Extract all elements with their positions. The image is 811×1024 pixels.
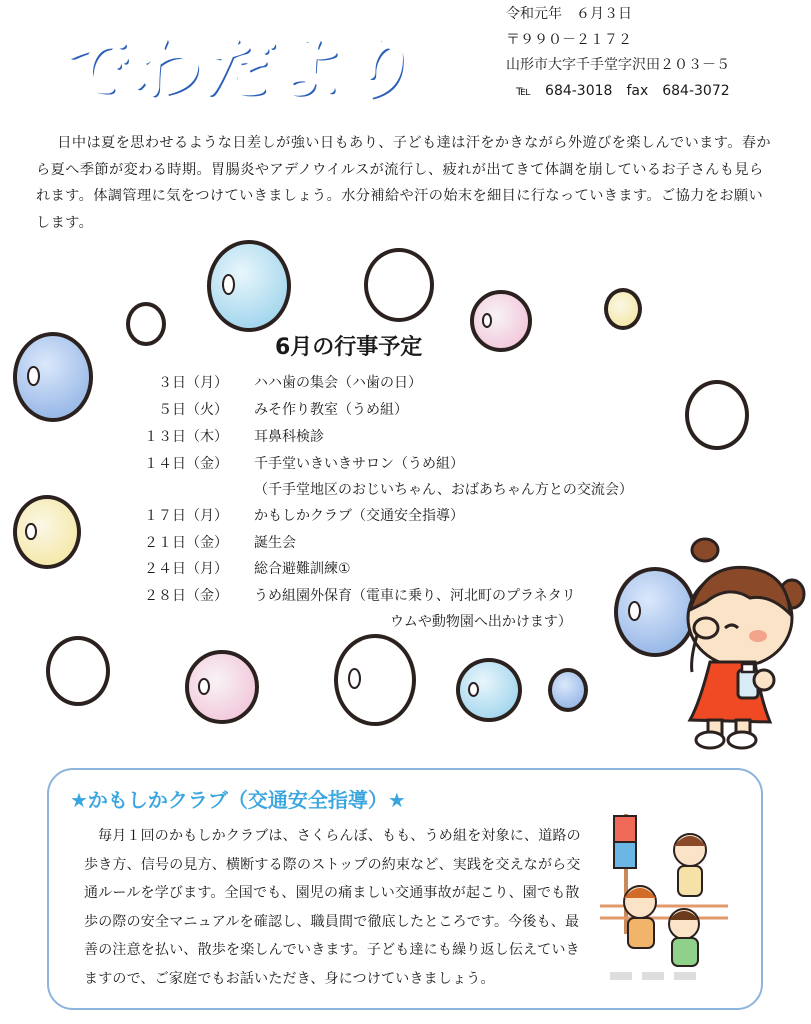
bubble-decoration	[46, 636, 110, 706]
schedule-event: みそ作り教室（うめ組）	[254, 402, 408, 418]
bubble-decoration	[334, 634, 416, 726]
schedule-row	[0, 530, 811, 556]
newsletter-title: でわだより	[55, 25, 424, 107]
street-address: 山形市大字千手堂字沢田２０３－５	[506, 57, 730, 73]
schedule-row	[0, 477, 811, 503]
schedule-event-continued: ウムや動物園へ出かけます）	[390, 614, 572, 630]
schedule-date: １４日（金）	[144, 456, 228, 472]
bubble-decoration	[456, 658, 522, 722]
schedule-row	[0, 370, 811, 396]
schedule-row	[0, 503, 811, 529]
club-paragraph: 毎月１回のかもしかクラブは、さくらんぼ、もも、うめ組を対象に、道路の歩き方、信号の見方、横断する際のストップの約束など、実践を交えながら交通ルールを学びます。全国でも、園児の痛ましい交通事故が起こり、園でも散歩の際の安全マニュアルを確認し、職員間で徹底したところです。今後も、最善の注意を払い、散歩を楽しんでいきます。子ども達にも繰り返し伝えていきますので、ご家庭でもお話いただき、身につけていきましょう。	[84, 828, 581, 987]
schedule-date: ２４日（月）	[144, 561, 228, 577]
bubble-decoration	[548, 668, 588, 712]
children-crossing-illustration	[600, 810, 728, 992]
bubble-decoration	[364, 248, 434, 322]
schedule-date: １３日（木）	[144, 429, 228, 445]
bubble-decoration	[470, 290, 532, 352]
schedule-date: ２１日（金）	[144, 535, 228, 551]
issue-date: 令和元年 ６月３日	[506, 6, 632, 22]
schedule-row	[0, 609, 811, 635]
intro-paragraph: 日中は夏を思わせるような日差しが強い日もあり、子ども達は汗をかきながら外遊びを楽しんでいます。春から夏へ季節が変わる時期。胃腸炎やアデノウイルスが流行し、疲れが出てきて体調を崩しているお子さんも見られます。体調管理に気をつけていきましょう。水分補給や汗の始末を細目に行なっていきます。ご協力をお願いします。	[36, 135, 771, 231]
bubble-decoration	[126, 302, 166, 346]
schedule-row	[0, 424, 811, 450]
schedule-date: ２８日（金）	[144, 588, 228, 604]
bubble-decoration	[604, 288, 642, 330]
schedule-event: うめ組園外保育（電車に乗り、河北町のプラネタリ	[254, 588, 576, 604]
schedule-title: 6月の行事予定	[275, 335, 423, 360]
schedule-row	[0, 397, 811, 423]
schedule-event-note: （千手堂地区のおじいちゃん、おばあちゃん方との交流会）	[254, 482, 633, 498]
schedule-date: １７日（月）	[144, 508, 228, 524]
bubble-decoration	[185, 650, 259, 724]
schedule-event: 誕生会	[254, 535, 296, 551]
club-title: ★かもしかクラブ（交通安全指導）★	[70, 788, 406, 812]
schedule-event: 耳鼻科検診	[254, 429, 324, 445]
schedule-row	[0, 451, 811, 477]
address-block	[506, 2, 730, 104]
schedule-event: 千手堂いきいきサロン（うめ組）	[254, 456, 464, 472]
schedule-event: かもしかクラブ（交通安全指導）	[254, 508, 464, 524]
phone-fax: ℡ 684-3018 fax 684-3072	[516, 82, 730, 99]
schedule-event: 総合避難訓練①	[254, 561, 351, 577]
schedule-date: ３日（月）	[158, 375, 228, 391]
bubble-decoration	[207, 240, 291, 332]
postal-code: 〒９９０－２１７２	[506, 31, 632, 48]
schedule-row	[0, 556, 811, 582]
schedule-date: ５日（火）	[158, 402, 228, 418]
schedule-event: ハハ歯の集会（ハ歯の日）	[254, 375, 422, 391]
schedule-row	[0, 583, 811, 609]
